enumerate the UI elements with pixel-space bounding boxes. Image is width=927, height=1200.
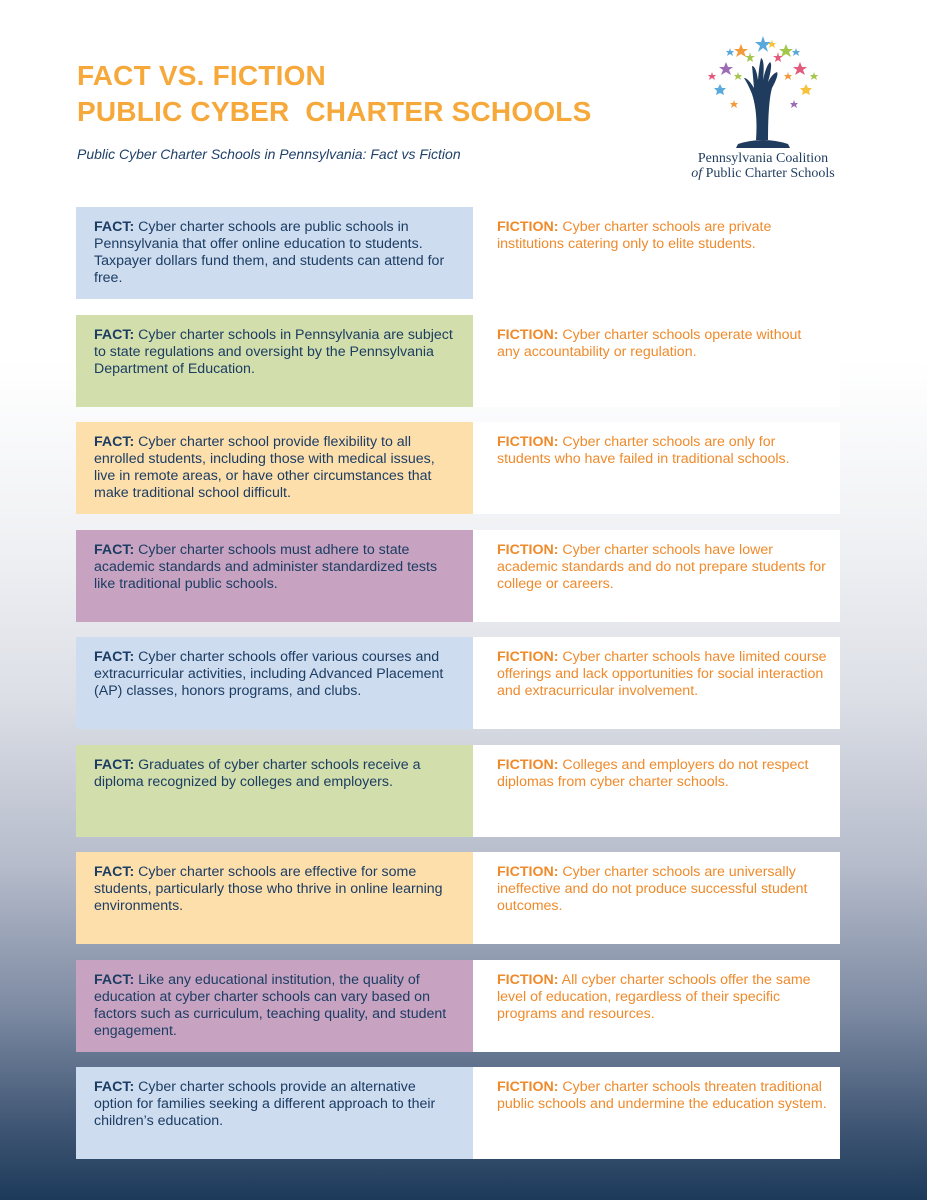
logo-of: of xyxy=(691,166,703,181)
fact-label: FACT: xyxy=(94,864,135,880)
fact-cell xyxy=(76,745,473,837)
page-subtitle: Public Cyber Charter Schools in Pennsylvania: Fact vs Fiction xyxy=(77,146,461,162)
fact-text: Graduates of cyber charter schools receive a diploma recognized by colleges and employers. xyxy=(94,756,421,790)
fiction-text: Cyber charter schools have limited course offerings and lack opportunities for social interaction and extracurricular involvement. xyxy=(497,649,827,699)
fiction-text: Cyber charter schools operate without any accountability or regulation. xyxy=(497,326,802,360)
fact-fiction-row xyxy=(76,207,840,299)
fiction-text: Cyber charter schools are only for students who have failed in traditional schools. xyxy=(497,434,790,467)
fiction-label: FICTION: xyxy=(497,864,559,880)
fiction-label: FICTION: xyxy=(497,971,559,988)
fiction-cell xyxy=(473,315,840,407)
fiction-label: FICTION: xyxy=(497,1079,559,1095)
fact-cell xyxy=(76,960,473,1052)
fact-text: Cyber charter schools are public schools in Pennsylvania that offer online education to students. Taxpayer dollars fund them, and students can attend for free. xyxy=(94,219,445,286)
fiction-cell xyxy=(473,960,840,1052)
fact-label: FACT: xyxy=(94,219,135,235)
fact-label: FACT: xyxy=(94,756,135,773)
fact-text: Cyber charter schools are effective for some students, particularly those who thrive in online learning environments. xyxy=(94,864,443,914)
fact-cell xyxy=(76,315,473,407)
fact-fiction-row xyxy=(76,960,840,1052)
logo-line-2 xyxy=(688,166,838,181)
fiction-label: FICTION: xyxy=(497,541,559,558)
fact-cell xyxy=(76,530,473,622)
fact-text: Cyber charter schools must adhere to state academic standards and administer standardized tests like traditional public schools. xyxy=(94,541,438,592)
fiction-text: Cyber charter schools are universally ineffective and do not produce successful student outcomes. xyxy=(497,864,808,914)
fact-label: FACT: xyxy=(94,971,135,988)
fact-fiction-row xyxy=(76,530,840,622)
fact-cell xyxy=(76,422,473,514)
fiction-cell xyxy=(473,1067,840,1159)
fiction-text: Cyber charter schools are private institutions catering only to elite students. xyxy=(497,219,772,252)
fiction-label: FICTION: xyxy=(497,756,559,773)
fact-text: Cyber charter schools provide an alternative option for families seeking a different approach to their children’s education. xyxy=(94,1079,436,1129)
fact-text: Cyber charter schools in Pennsylvania are subject to state regulations and oversight by the Pennsylvania Department of Education. xyxy=(94,326,453,377)
fiction-text: Cyber charter schools have lower academic standards and do not prepare students for college or careers. xyxy=(497,541,826,592)
fiction-text: Colleges and employers do not respect diplomas from cyber charter schools. xyxy=(497,756,809,790)
fiction-label: FICTION: xyxy=(497,434,559,450)
fact-cell xyxy=(76,207,473,299)
fact-fiction-row xyxy=(76,852,840,944)
fact-text: Cyber charter school provide flexibility to all enrolled students, including those with medical issues, live in remote areas, or have other circumstances that make traditional school difficult. xyxy=(94,434,435,501)
fiction-cell xyxy=(473,637,840,729)
fact-text: Cyber charter schools offer various courses and extracurricular activities, including Advanced Placement (AP) classes, honors programs, and clubs. xyxy=(94,649,444,699)
fact-fiction-row xyxy=(76,315,840,407)
fiction-cell xyxy=(473,207,840,299)
fiction-cell xyxy=(473,852,840,944)
fact-fiction-table xyxy=(76,207,840,1175)
fiction-text: Cyber charter schools threaten traditional public schools and undermine the education system. xyxy=(497,1079,827,1112)
header xyxy=(77,58,637,162)
page-title xyxy=(77,58,637,130)
fiction-cell xyxy=(473,745,840,837)
coalition-logo xyxy=(688,32,838,182)
title-line-1: FACT VS. FICTION xyxy=(77,60,326,91)
fact-fiction-row xyxy=(76,637,840,729)
tree-hand-stars-icon xyxy=(708,32,818,148)
fact-label: FACT: xyxy=(94,434,135,450)
fact-cell xyxy=(76,1067,473,1159)
fiction-label: FICTION: xyxy=(497,219,559,235)
fiction-text: All cyber charter schools offer the same level of education, regardless of their specific programs and resources. xyxy=(497,971,811,1022)
fact-fiction-row xyxy=(76,1067,840,1159)
fact-label: FACT: xyxy=(94,649,135,665)
fiction-label: FICTION: xyxy=(497,326,559,343)
logo-line-1: Pennsylvania Coalition xyxy=(697,151,829,166)
fact-cell xyxy=(76,637,473,729)
fact-fiction-row xyxy=(76,745,840,837)
logo-wordmark xyxy=(688,151,838,181)
fact-fiction-row xyxy=(76,422,840,514)
fact-label: FACT: xyxy=(94,1079,135,1095)
fiction-cell xyxy=(473,422,840,514)
logo-line-2-text: Public Charter Schools xyxy=(705,166,835,181)
fact-label: FACT: xyxy=(94,326,135,343)
fact-cell xyxy=(76,852,473,944)
fact-text: Like any educational institution, the quality of education at cyber charter schools can vary based on factors such as curriculum, teaching quality, and student engagement. xyxy=(94,971,447,1039)
fact-label: FACT: xyxy=(94,541,135,558)
fiction-cell xyxy=(473,530,840,622)
fiction-label: FICTION: xyxy=(497,649,559,665)
title-line-2: PUBLIC CYBER CHARTER SCHOOLS xyxy=(77,96,592,127)
